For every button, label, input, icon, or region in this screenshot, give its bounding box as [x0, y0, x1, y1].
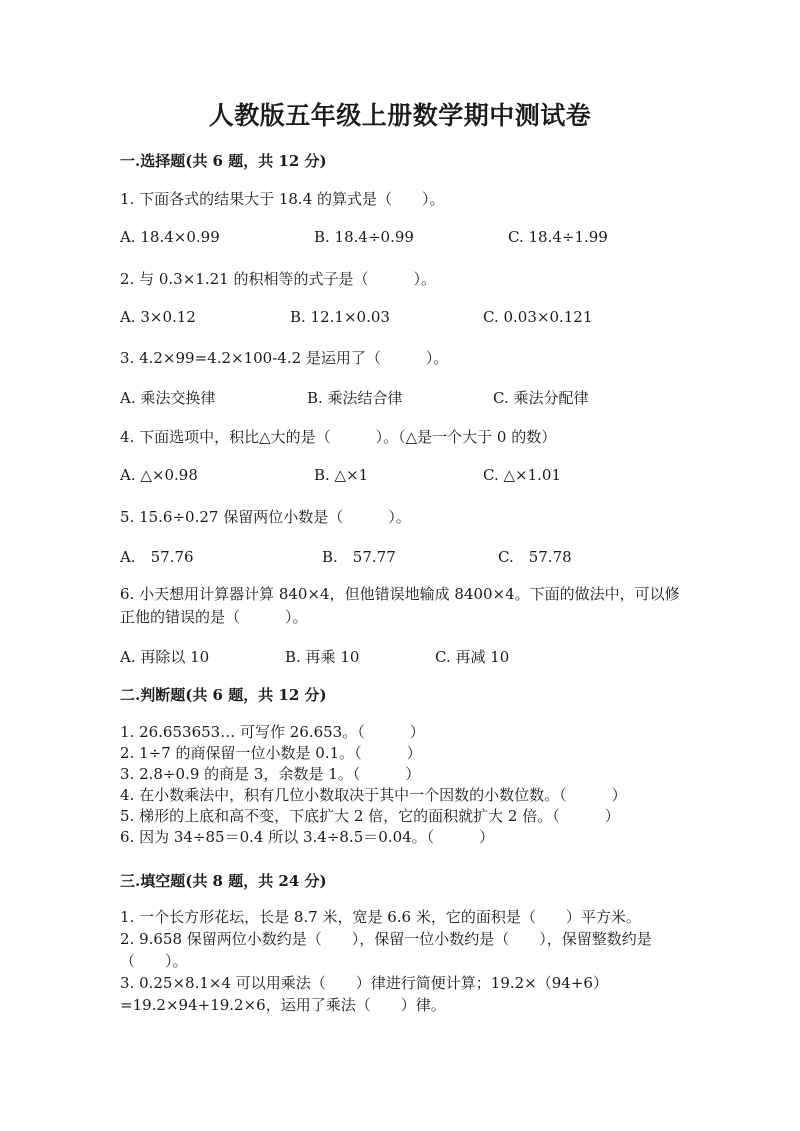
choice-2-option-a: A. 3×0.12	[120, 308, 196, 326]
choice-question-1: 1. 下面各式的结果大于 18.4 的算式是（ ）。	[120, 190, 445, 208]
judge-item-1: 1. 26.653653… 可写作 26.653。（ ）	[120, 723, 425, 741]
choice-5-option-c: C. 57.78	[498, 548, 572, 566]
choice-3-option-b: B. 乘法结合律	[307, 389, 403, 407]
choice-1-option-a: A. 18.4×0.99	[120, 228, 220, 246]
choice-question-5: 5. 15.6÷0.27 保留两位小数是（ ）。	[120, 508, 411, 526]
choice-question-6: 6. 小天想用计算器计算 840×4，但他错误地输成 8400×4。下面的做法中，可以修正他的错误的是（ ）。	[120, 585, 680, 626]
judge-item-6: 6. 因为 34÷85＝0.4 所以 3.4÷8.5＝0.04。（ ）	[120, 828, 495, 846]
choice-2-option-c: C. 0.03×0.121	[483, 308, 593, 326]
choice-3-option-c: C. 乘法分配律	[493, 389, 589, 407]
fill-item-3: 3. 0.25×8.1×4 可以用乘法（ ）律进行简便计算；19.2×（94+6）=19.2×94+19.2×6，运用了乘法（ ）律。	[120, 974, 608, 1014]
choice-4-option-c: C. △×1.01	[483, 466, 561, 484]
choice-question-3: 3. 4.2×99=4.2×100-4.2 是运用了（ ）。	[120, 349, 449, 367]
judge-item-5: 5. 梯形的上底和高不变，下底扩大 2 倍，它的面积就扩大 2 倍。（ ）	[120, 807, 620, 825]
choice-2-option-b: B. 12.1×0.03	[290, 308, 390, 326]
judge-item-4: 4. 在小数乘法中，积有几位小数取决于其中一个因数的小数位数。（ ）	[120, 786, 627, 804]
choice-6-option-b: B. 再乘 10	[285, 648, 360, 666]
choice-5-option-a: A. 57.76	[120, 548, 194, 566]
section-heading-judge: 二.判断题(共 6 题，共 12 分)	[120, 686, 327, 704]
choice-question-2: 2. 与 0.3×1.21 的积相等的式子是（ ）。	[120, 270, 436, 288]
choice-6-option-a: A. 再除以 10	[120, 648, 210, 666]
choice-question-4: 4. 下面选项中，积比△大的是（ ）。（△是一个大于 0 的数）	[120, 428, 557, 446]
choice-4-option-a: A. △×0.98	[120, 466, 198, 484]
choice-4-option-b: B. △×1	[314, 466, 369, 484]
choice-3-option-a: A. 乘法交换律	[120, 389, 216, 407]
fill-item-1: 1. 一个长方形花坛，长是 8.7 米，宽是 6.6 米，它的面积是（ ）平方米。	[120, 908, 641, 926]
judge-item-3: 3. 2.8÷0.9 的商是 3，余数是 1。（ ）	[120, 765, 421, 783]
choice-1-option-b: B. 18.4÷0.99	[314, 228, 414, 246]
choice-5-option-b: B. 57.77	[322, 548, 396, 566]
choice-1-option-c: C. 18.4÷1.99	[508, 228, 608, 246]
section-heading-choice: 一.选择题(共 6 题，共 12 分)	[120, 152, 327, 170]
fill-item-2: 2. 9.658 保留两位小数约是（ ），保留一位小数约是（ ），保留整数约是（ ）。	[120, 930, 652, 970]
judge-item-2: 2. 1÷7 的商保留一位小数是 0.1。（ ）	[120, 744, 422, 762]
section-heading-fill: 三.填空题(共 8 题，共 24 分)	[120, 872, 327, 890]
page-title: 人教版五年级上册数学期中测试卷	[208, 101, 592, 130]
choice-6-option-c: C. 再减 10	[435, 648, 510, 666]
